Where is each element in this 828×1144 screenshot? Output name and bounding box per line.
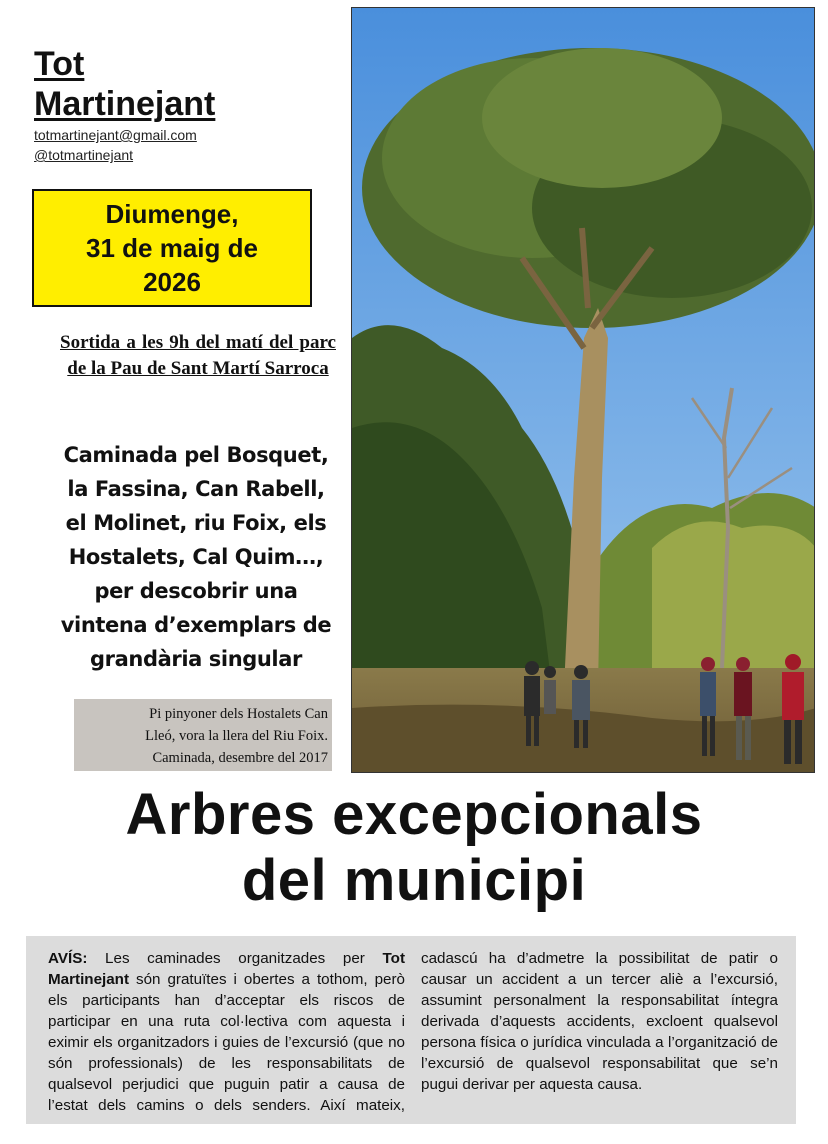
- headline-line-1: Arbres excepcionals: [125, 782, 703, 847]
- brand-title: [34, 44, 215, 124]
- date-box: [32, 189, 312, 307]
- stone-pine-illustration: [352, 8, 815, 773]
- walk-line: la Fassina, Can Rabell,: [67, 477, 325, 501]
- notice-org-name: Tot Martinejant: [48, 950, 405, 988]
- date-line-3: 2026: [143, 267, 201, 297]
- photo-caption: [74, 699, 332, 771]
- caption-line: Pi pinyoner dels Hostalets Can: [149, 706, 328, 722]
- notice-text-2: són gratuïtes i obertes a tothom, però els participants han d’acceptar els riscos de participar en una ruta col·lectiva com aquesta i eximir els organitzadors i guies de l’excursió (que no són professionals) de les responsabilitats de qualsevol perjudici que puguin patir a causa de l’estat dels camins o dels senders. Així mateix, cadascú ha d’admetre la possibilitat de patir o causar un accident a un tercer aliè a l’excursió, assumint personalment la responsabilitat íntegra derivada d’aquests accidents, excloent qualsevol persona física o jurídica vinculada a l’organització de l’excursió de qualsevol responsabilitat que se’n pugui derivar per aquesta causa.: [48, 950, 778, 1114]
- disclaimer-notice: [26, 936, 796, 1124]
- date-line-2: 31 de maig de: [86, 233, 258, 263]
- contact-info: [34, 125, 197, 165]
- date-line-1: Diumenge,: [105, 199, 239, 229]
- meeting-point: Sortida a les 9h del matí del parc de la Pau de Sant Martí Sarroca: [60, 332, 336, 379]
- headline-line-2: del municipi: [241, 848, 587, 913]
- social-handle-link[interactable]: @totmartinejant: [34, 147, 134, 163]
- brand-line-2: Martinejant: [34, 85, 216, 123]
- tree-photo: [351, 7, 815, 773]
- walk-line: per descobrir una: [94, 579, 298, 603]
- headline: [0, 782, 828, 914]
- brand-line-1: Tot: [34, 45, 85, 83]
- walk-line: vintena d’exemplars de: [60, 613, 332, 637]
- caption-line: Caminada, desembre del 2017: [152, 750, 328, 766]
- caption-line: Lleó, vora la llera del Riu Foix.: [145, 728, 328, 744]
- walk-description: [50, 438, 342, 676]
- notice-text-1: Les caminades organitzades per: [87, 950, 383, 967]
- left-column: [0, 0, 350, 780]
- notice-label: AVÍS:: [48, 950, 88, 967]
- email-link[interactable]: totmartinejant@gmail.com: [34, 127, 197, 143]
- walk-line: Hostalets, Cal Quim…,: [68, 545, 324, 569]
- walk-line: Caminada pel Bosquet,: [63, 443, 329, 467]
- walk-line: grandària singular: [90, 647, 302, 671]
- walk-line: el Molinet, riu Foix, els: [65, 511, 327, 535]
